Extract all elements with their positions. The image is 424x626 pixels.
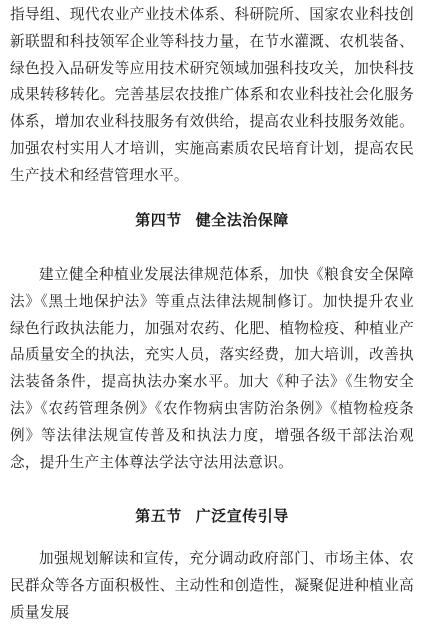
section-number: 第五节 <box>135 507 182 525</box>
section-title: 广泛宣传引导 <box>195 507 289 525</box>
section-title: 健全法治保障 <box>195 211 289 229</box>
section-number: 第四节 <box>135 211 182 229</box>
paragraph-tech-support: 指导组、现代农业产业技术体系、科研院所、国家农业科技创新联盟和科技领军企业等科技力量，在节水灌溉、农机装备、绿色投入品研发等应用技术研究领域加强科技攻关，加快科技成果转移转化。完善基层农技推广体系和农业科技社会化服务体系，增加农业科技服务有效供给，提高农业科技服务效能。加强农村实用人才培训，实施高素质农民培育计划，提高农民生产技术和经营管理水平。 <box>10 6 414 184</box>
section-heading-5 <box>0 505 424 526</box>
paragraph-publicity: 加强规划解读和宣传，充分调动政府部门、市场主体、农民群众等各方面积极性、主动性和创造性，凝聚促进种植业高质量发展 <box>10 550 414 621</box>
section-heading-4 <box>0 209 424 230</box>
paragraph-legal-system: 建立健全种植业发展法律规范体系，加快《粮食安全保障法》《黑土地保护法》等重点法律法规制修订。加快提升农业绿色行政执法能力，加强对农药、化肥、植物检疫、种植业产品质量安全的执法，充实人员，落实经费，加大培训，改善执法装备条件，提高执法办案水平。加大《种子法》《生物安全法》《农药管理条例》《农作物病虫害防治条例》《植物检疫条例》等法律法规宣传普及和执法力度，增强各级干部法治观念，提升生产主体尊法学法守法用法意识。 <box>10 266 414 471</box>
